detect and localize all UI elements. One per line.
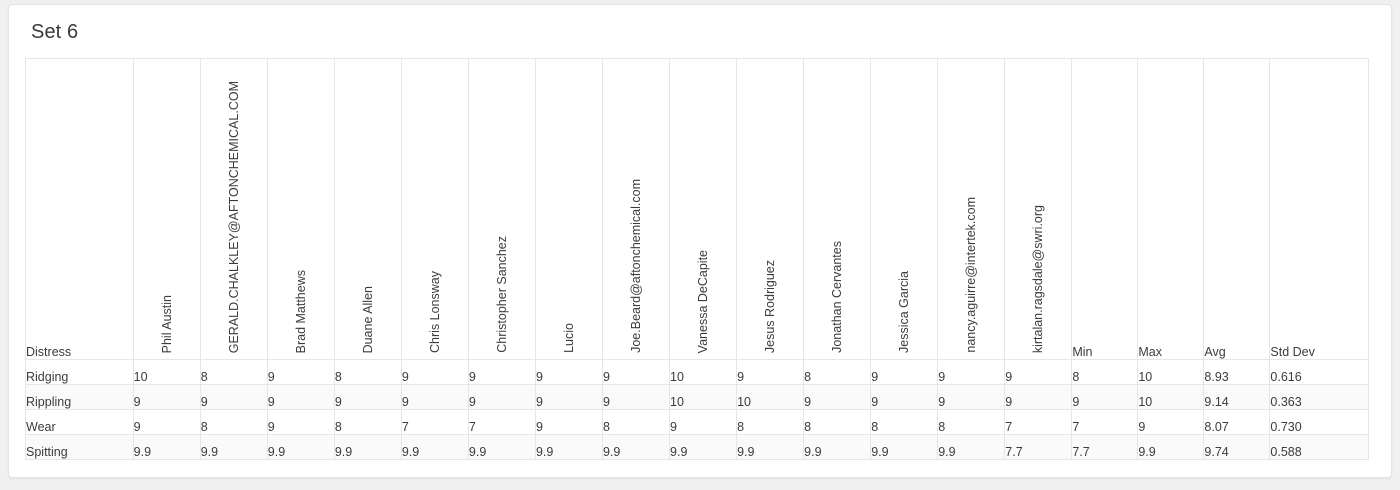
column-header-rater-label: Lucio (561, 323, 576, 353)
column-header-rater (938, 59, 1005, 360)
rating-cell: 9 (200, 385, 267, 410)
column-header-rater-label: Vanessa DeCapite (695, 249, 710, 353)
rating-cell: 7 (1005, 410, 1072, 435)
rating-cell: 9 (133, 385, 200, 410)
column-header-rater (1005, 59, 1072, 360)
rating-cell: 9.9 (871, 435, 938, 460)
stat-cell-std: 0.363 (1270, 385, 1369, 410)
stat-cell-max: 9 (1138, 410, 1204, 435)
header-row (26, 59, 1369, 360)
stat-cell-avg: 9.14 (1204, 385, 1270, 410)
column-header-rater-label: Chris Lonsway (427, 271, 442, 353)
column-header-rater-label: Phil Austin (159, 294, 174, 353)
rating-cell: 9 (133, 410, 200, 435)
rating-cell: 9 (938, 385, 1005, 410)
rating-cell: 9 (267, 410, 334, 435)
rating-cell: 9.9 (468, 435, 535, 460)
rating-cell: 9 (401, 385, 468, 410)
row-label: Spitting (26, 435, 134, 460)
column-header-rater-label: Jessica Garcia (896, 271, 911, 353)
rating-cell: 9 (267, 385, 334, 410)
column-header-rater (603, 59, 670, 360)
column-header-rater (267, 59, 334, 360)
column-header-rater (670, 59, 737, 360)
table-row (26, 385, 1369, 410)
column-header-rater-label: nancy.aguirre@intertek.com (964, 197, 978, 353)
rating-cell: 9 (603, 360, 670, 385)
rating-cell: 8 (603, 410, 670, 435)
rating-cell: 9.9 (267, 435, 334, 460)
rating-cell: 8 (200, 410, 267, 435)
stat-cell-avg: 9.74 (1204, 435, 1270, 460)
rating-cell: 9 (871, 385, 938, 410)
rating-cell: 9 (804, 385, 871, 410)
column-header-max: Max (1138, 59, 1204, 360)
row-label: Ridging (26, 360, 134, 385)
rating-cell: 8 (938, 410, 1005, 435)
rating-cell: 9 (1005, 385, 1072, 410)
rating-cell: 9 (401, 360, 468, 385)
column-header-rater-label: kirtalan.ragsdale@swri.org (1031, 204, 1046, 353)
column-header-rater (871, 59, 938, 360)
column-header-rater (804, 59, 871, 360)
table-row (26, 435, 1369, 460)
rating-cell: 9.9 (401, 435, 468, 460)
rating-cell: 9 (334, 385, 401, 410)
rating-cell: 10 (133, 360, 200, 385)
rating-cell: 9.9 (334, 435, 401, 460)
column-header-rater-label: Jesus Rodriguez (762, 259, 777, 353)
rating-cell: 9 (670, 410, 737, 435)
column-header-rater-label: Duane Allen (360, 285, 375, 353)
row-label: Rippling (26, 385, 134, 410)
stat-cell-min: 8 (1072, 360, 1138, 385)
rating-cell: 9 (535, 385, 602, 410)
column-header-rater (334, 59, 401, 360)
rating-cell: 9 (871, 360, 938, 385)
stat-cell-max: 10 (1138, 385, 1204, 410)
rating-cell: 9 (603, 385, 670, 410)
distress-ratings-table (25, 58, 1369, 460)
column-header-rater (200, 59, 267, 360)
rating-cell: 9.9 (737, 435, 804, 460)
rating-cell: 7 (468, 410, 535, 435)
rating-cell: 8 (804, 410, 871, 435)
rating-cell: 7 (401, 410, 468, 435)
rating-cell: 7.7 (1005, 435, 1072, 460)
rating-cell: 8 (200, 360, 267, 385)
stat-cell-std: 0.730 (1270, 410, 1369, 435)
stat-cell-min: 9 (1072, 385, 1138, 410)
stat-cell-min: 7.7 (1072, 435, 1138, 460)
rating-cell: 8 (871, 410, 938, 435)
table-row (26, 360, 1369, 385)
page-title: Set 6 (31, 21, 79, 43)
stat-cell-std: 0.588 (1270, 435, 1369, 460)
stat-cell-std: 0.616 (1270, 360, 1369, 385)
column-header-rater-label: Christopher Sanchez (494, 236, 509, 353)
results-card (8, 4, 1392, 478)
table-scroll-container[interactable] (25, 58, 1375, 460)
rating-cell: 9.9 (133, 435, 200, 460)
column-header-rater (535, 59, 602, 360)
column-header-rater (401, 59, 468, 360)
rating-cell: 10 (737, 385, 804, 410)
column-header-avg: Avg (1204, 59, 1270, 360)
rating-cell: 9 (535, 410, 602, 435)
rating-cell: 8 (804, 360, 871, 385)
table-head (26, 59, 1369, 360)
rating-cell: 9 (535, 360, 602, 385)
rating-cell: 10 (670, 360, 737, 385)
column-header-rater (468, 59, 535, 360)
column-header-min: Min (1072, 59, 1138, 360)
stat-cell-max: 9.9 (1138, 435, 1204, 460)
column-header-rater-label: Joe.Beard@aftonchemical.com (628, 179, 643, 353)
rating-cell: 9.9 (670, 435, 737, 460)
column-header-rater (133, 59, 200, 360)
column-header-distress: Distress (26, 59, 134, 360)
rating-cell: 9 (468, 385, 535, 410)
stat-cell-avg: 8.07 (1204, 410, 1270, 435)
rating-cell: 10 (670, 385, 737, 410)
rating-cell: 8 (737, 410, 804, 435)
rating-cell: 9.9 (603, 435, 670, 460)
rating-cell: 9.9 (804, 435, 871, 460)
column-header-rater-label: Brad Matthews (293, 269, 308, 353)
rating-cell: 9 (468, 360, 535, 385)
table-body (26, 360, 1369, 460)
rating-cell: 9.9 (938, 435, 1005, 460)
rating-cell: 9.9 (535, 435, 602, 460)
stat-cell-max: 10 (1138, 360, 1204, 385)
stat-cell-min: 7 (1072, 410, 1138, 435)
row-label: Wear (26, 410, 134, 435)
column-header-rater-label: GERALD.CHALKLEY@AFTONCHEMICAL.COM (226, 80, 241, 353)
column-header-rater-label: Jonathan Cervantes (829, 241, 844, 353)
table-row (26, 410, 1369, 435)
rating-cell: 8 (334, 410, 401, 435)
rating-cell: 9 (938, 360, 1005, 385)
rating-cell: 9 (1005, 360, 1072, 385)
rating-cell: 8 (334, 360, 401, 385)
rating-cell: 9 (737, 360, 804, 385)
column-header-rater (737, 59, 804, 360)
rating-cell: 9.9 (200, 435, 267, 460)
stat-cell-avg: 8.93 (1204, 360, 1270, 385)
rating-cell: 9 (267, 360, 334, 385)
column-header-std-dev: Std Dev (1270, 59, 1369, 360)
